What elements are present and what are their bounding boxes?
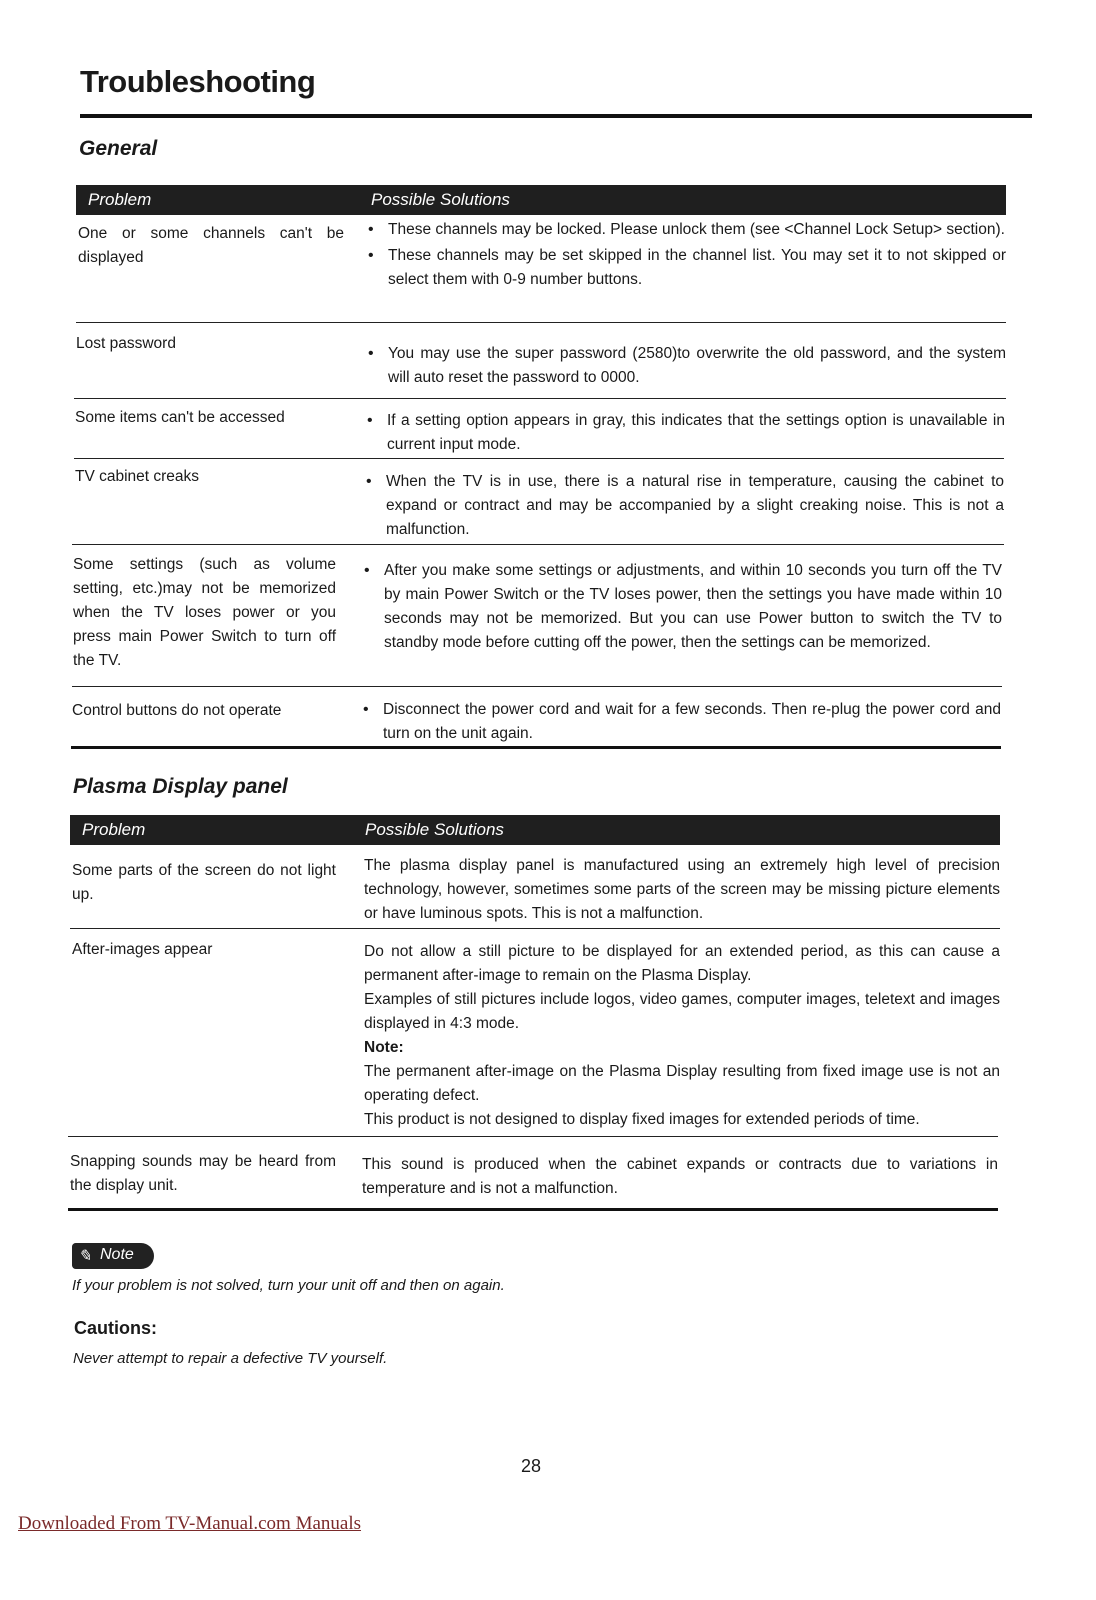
cautions-text: Never attempt to repair a defective TV yourself.: [73, 1350, 388, 1367]
section-heading-plasma: Plasma Display panel: [73, 775, 288, 798]
solution-item: • When the TV is in use, there is a natural rise in temperature, causing the cabinet to expand or contract and may be accompanied by a slight creaking noise. This is not a malfunction.: [366, 470, 1004, 542]
solution-item: • These channels may be set skipped in the channel list. You may set it to not skipped or select them with 0-9 number buttons.: [368, 244, 1006, 292]
problem-cell: Some settings (such as volume setting, etc.)may not be memorized when the TV loses power or you press main Power Switch to turn off the TV.: [73, 556, 336, 669]
solution-item: • If a setting option appears in gray, this indicates that the settings option is unavailable in current input mode.: [367, 409, 1005, 457]
solution-cell: The plasma display panel is manufactured using an extremely high level of precision technology, however, sometimes some parts of the screen may be missing picture elements or have luminous spots. This is not a malfunction.: [364, 857, 1000, 922]
col-solutions: Possible Solutions: [371, 190, 510, 209]
solution-cell: [364, 559, 1002, 657]
row-divider: [74, 398, 1006, 399]
section-end-rule: [68, 1208, 998, 1211]
problem-cell: Lost password: [76, 335, 176, 352]
solution-item: • These channels may be locked. Please unlock them (see <Channel Lock Setup> section).: [368, 218, 1006, 242]
note-badge: [72, 1243, 154, 1269]
page-title: Troubleshooting: [80, 64, 316, 99]
solution-line: Examples of still pictures include logos, video games, computer images, teletext and images displayed in 4:3 mode.: [364, 991, 1000, 1032]
col-problem: Problem: [88, 190, 152, 209]
pencil-icon: ✎: [78, 1248, 92, 1265]
solution-cell: This sound is produced when the cabinet expands or contracts due to variations in temperature and is not a malfunction.: [362, 1156, 998, 1197]
footer-download-link[interactable]: Downloaded From TV-Manual.com Manuals: [18, 1513, 362, 1534]
solution-line: The permanent after-image on the Plasma Display resulting from fixed image use is not an operating defect.: [364, 1063, 1000, 1104]
page-number: 28: [521, 1456, 542, 1476]
problem-cell: Some items can't be accessed: [75, 409, 285, 426]
row-divider: [74, 458, 1004, 459]
problem-cell: One or some channels can't be displayed: [78, 225, 344, 266]
solution-item: • Disconnect the power cord and wait for a few seconds. Then re-plug the power cord and turn on the unit again.: [363, 698, 1001, 746]
solution-cell: [363, 698, 1001, 748]
note-text: If your problem is not solved, turn your unit off and then on again.: [72, 1277, 505, 1294]
row-divider: [76, 322, 1006, 323]
problem-cell: TV cabinet creaks: [75, 468, 200, 485]
problem-cell: After-images appear: [72, 941, 213, 958]
general-table-header: [76, 185, 1006, 215]
row-divider: [72, 544, 1004, 545]
section-end-rule: [71, 746, 1001, 749]
col-problem: Problem: [82, 820, 146, 839]
section-heading-general: General: [79, 137, 158, 160]
note-label: Note:: [364, 1039, 404, 1056]
plasma-table-header: [70, 815, 1000, 845]
problem-cell: Control buttons do not operate: [72, 702, 282, 719]
row-divider: [72, 686, 1002, 687]
title-rule: [80, 114, 1032, 118]
solution-line: Do not allow a still picture to be displayed for an extended period, as this can cause a permanent after-image to remain on the Plasma Display.: [364, 943, 1000, 984]
solution-item: • After you make some settings or adjustments, and within 10 seconds you turn off the TV by main Power Switch or the TV loses power, then the settings you have made within 10 seconds may not be memorized. But you can use Power button to switch the TV to standby mode before cutting off the power, then the settings can be memorized.: [364, 559, 1002, 655]
solution-cell: [368, 218, 1006, 294]
row-divider: [68, 1136, 998, 1137]
solution-item: • You may use the super password (2580)to overwrite the old password, and the system will auto reset the password to 0000.: [368, 342, 1006, 390]
row-divider: [70, 928, 1000, 929]
problem-cell: Snapping sounds may be heard from the display unit.: [70, 1153, 336, 1194]
solution-cell: [366, 470, 1004, 544]
cautions-heading: Cautions:: [74, 1318, 157, 1338]
note-badge-label: Note: [100, 1246, 134, 1263]
solution-line: This product is not designed to display fixed images for extended periods of time.: [364, 1111, 920, 1128]
solution-cell: [364, 940, 1000, 1132]
col-solutions: Possible Solutions: [365, 820, 504, 839]
solution-cell: [368, 342, 1006, 392]
problem-cell: Some parts of the screen do not light up.: [72, 862, 336, 903]
solution-cell: [367, 409, 1005, 459]
